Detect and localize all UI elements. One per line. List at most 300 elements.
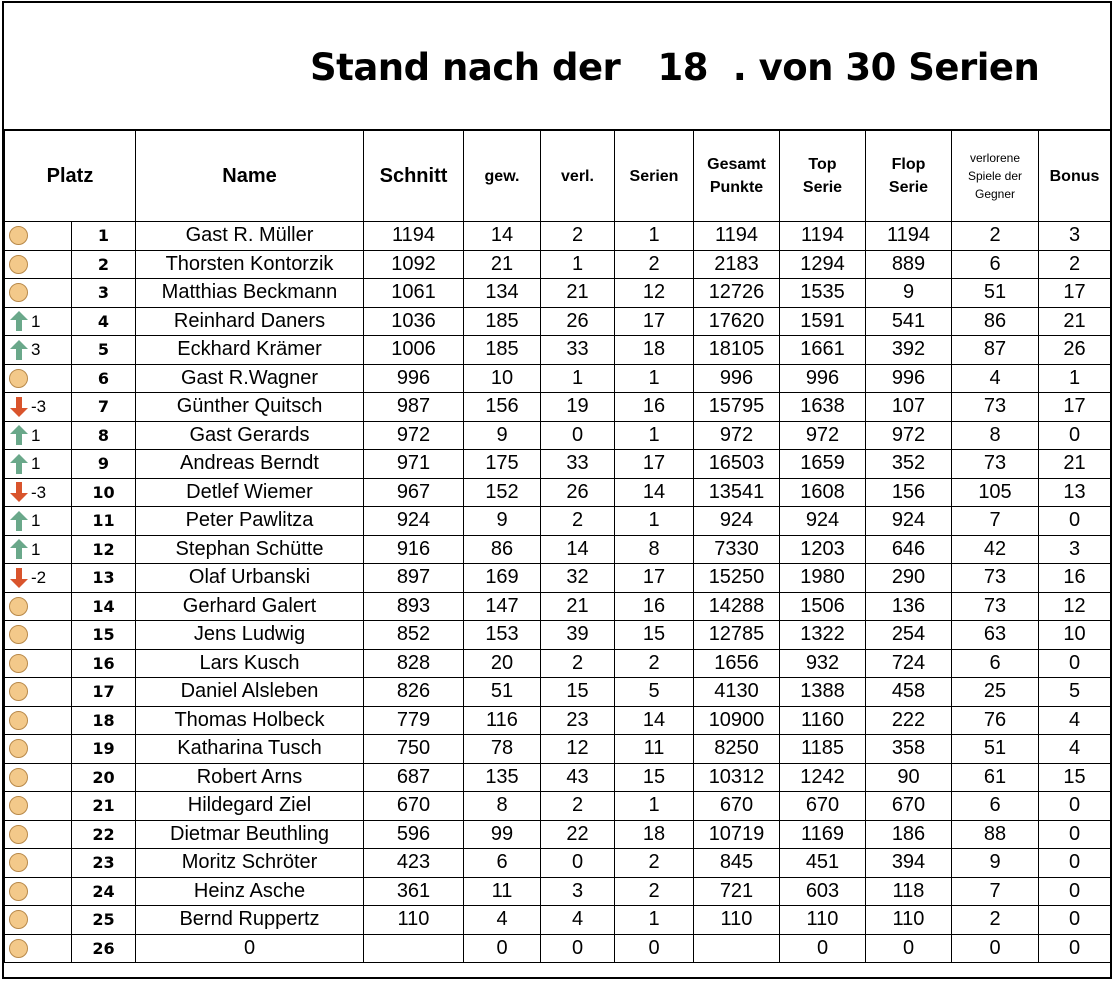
trend-cell	[5, 564, 72, 593]
verlorene-cell: 4	[952, 364, 1039, 393]
serien-cell: 18	[615, 820, 694, 849]
circle-icon	[9, 597, 28, 616]
circle-icon	[9, 939, 28, 958]
arrow-up-icon	[9, 310, 29, 332]
verlorene-cell: 105	[952, 478, 1039, 507]
trend-cell	[5, 478, 72, 507]
table-row	[5, 307, 1111, 336]
rank-cell: 17	[72, 678, 136, 707]
circle-icon	[9, 625, 28, 644]
rank-cell: 14	[72, 592, 136, 621]
header-gew: gew.	[464, 131, 541, 222]
circle-icon	[9, 255, 28, 274]
rank-cell: 18	[72, 706, 136, 735]
schnitt-cell: 423	[364, 849, 464, 878]
gesamt-cell: 721	[694, 877, 780, 906]
verl-cell: 21	[541, 279, 615, 308]
circle-icon	[9, 739, 28, 758]
table-row	[5, 222, 1111, 251]
gesamt-cell: 1656	[694, 649, 780, 678]
header-flop-line1: Flop	[891, 156, 926, 173]
gew-cell: 21	[464, 250, 541, 279]
serien-cell: 18	[615, 336, 694, 365]
name-cell: Jens Ludwig	[136, 621, 364, 650]
circle-icon	[9, 711, 28, 730]
verl-cell: 12	[541, 735, 615, 764]
rank-cell: 5	[72, 336, 136, 365]
serien-cell: 17	[615, 450, 694, 479]
top-cell: 996	[780, 364, 866, 393]
gesamt-cell: 18105	[694, 336, 780, 365]
trend-cell	[5, 222, 72, 251]
gesamt-cell: 12785	[694, 621, 780, 650]
schnitt-cell: 670	[364, 792, 464, 821]
serien-cell: 2	[615, 849, 694, 878]
serien-cell: 17	[615, 564, 694, 593]
rank-change: -3	[31, 482, 47, 502]
gew-cell: 147	[464, 592, 541, 621]
verlorene-cell: 25	[952, 678, 1039, 707]
flop-cell: 1194	[866, 222, 952, 251]
verlorene-cell: 88	[952, 820, 1039, 849]
schnitt-cell: 972	[364, 421, 464, 450]
bonus-cell: 21	[1039, 307, 1111, 336]
rank-change: 3	[31, 340, 41, 360]
flop-cell: 646	[866, 535, 952, 564]
gew-cell: 9	[464, 507, 541, 536]
table-row	[5, 592, 1111, 621]
gesamt-cell: 4130	[694, 678, 780, 707]
header-verlorene-line3: Gegner	[974, 187, 1016, 201]
top-cell: 603	[780, 877, 866, 906]
verl-cell: 2	[541, 649, 615, 678]
circle-icon	[9, 654, 28, 673]
verlorene-cell: 7	[952, 877, 1039, 906]
serien-cell: 12	[615, 279, 694, 308]
gew-cell: 86	[464, 535, 541, 564]
rank-cell: 6	[72, 364, 136, 393]
verl-cell: 1	[541, 250, 615, 279]
serien-cell: 16	[615, 393, 694, 422]
name-cell: Günther Quitsch	[136, 393, 364, 422]
schnitt-cell: 1006	[364, 336, 464, 365]
schnitt-cell: 893	[364, 592, 464, 621]
gesamt-cell: 14288	[694, 592, 780, 621]
verl-cell: 14	[541, 535, 615, 564]
standings-sheet	[2, 1, 1112, 979]
circle-icon	[9, 369, 28, 388]
bonus-cell: 0	[1039, 421, 1111, 450]
gesamt-cell: 10900	[694, 706, 780, 735]
schnitt-cell: 996	[364, 364, 464, 393]
arrow-up-icon	[9, 538, 29, 560]
flop-cell: 222	[866, 706, 952, 735]
serien-cell: 0	[615, 934, 694, 963]
trend-cell	[5, 792, 72, 821]
name-cell: Thorsten Kontorzik	[136, 250, 364, 279]
arrow-down-icon	[9, 396, 29, 418]
rank-cell: 23	[72, 849, 136, 878]
name-cell: Katharina Tusch	[136, 735, 364, 764]
flop-cell: 110	[866, 906, 952, 935]
trend-cell	[5, 307, 72, 336]
top-cell: 1638	[780, 393, 866, 422]
table-row	[5, 877, 1111, 906]
rank-cell: 7	[72, 393, 136, 422]
verl-cell: 22	[541, 820, 615, 849]
gesamt-cell: 845	[694, 849, 780, 878]
gew-cell: 11	[464, 877, 541, 906]
gew-cell: 9	[464, 421, 541, 450]
trend-cell	[5, 421, 72, 450]
name-cell: Detlef Wiemer	[136, 478, 364, 507]
table-row	[5, 621, 1111, 650]
schnitt-cell: 779	[364, 706, 464, 735]
gew-cell: 152	[464, 478, 541, 507]
flop-cell: 889	[866, 250, 952, 279]
header-row	[5, 131, 1111, 222]
header-bonus: Bonus	[1039, 131, 1111, 222]
gew-cell: 134	[464, 279, 541, 308]
trend-cell	[5, 906, 72, 935]
gew-cell: 14	[464, 222, 541, 251]
table-row	[5, 279, 1111, 308]
verlorene-cell: 2	[952, 222, 1039, 251]
rank-cell: 9	[72, 450, 136, 479]
header-verlorene-line2: Spiele der	[967, 169, 1023, 183]
gesamt-cell: 15250	[694, 564, 780, 593]
trend-cell	[5, 934, 72, 963]
serien-cell: 2	[615, 649, 694, 678]
schnitt-cell: 826	[364, 678, 464, 707]
gew-cell: 20	[464, 649, 541, 678]
bonus-cell: 2	[1039, 250, 1111, 279]
bonus-cell: 0	[1039, 906, 1111, 935]
top-cell: 1242	[780, 763, 866, 792]
header-top-line2: Serie	[802, 179, 843, 196]
gesamt-cell: 8250	[694, 735, 780, 764]
gew-cell: 78	[464, 735, 541, 764]
verlorene-cell: 51	[952, 735, 1039, 764]
table-row	[5, 250, 1111, 279]
table-row	[5, 364, 1111, 393]
top-cell: 110	[780, 906, 866, 935]
name-cell: Gast Gerards	[136, 421, 364, 450]
name-cell: 0	[136, 934, 364, 963]
table-row	[5, 678, 1111, 707]
gew-cell: 185	[464, 307, 541, 336]
verl-cell: 33	[541, 336, 615, 365]
name-cell: Andreas Berndt	[136, 450, 364, 479]
flop-cell: 972	[866, 421, 952, 450]
schnitt-cell: 1061	[364, 279, 464, 308]
schnitt-cell: 828	[364, 649, 464, 678]
name-cell: Stephan Schütte	[136, 535, 364, 564]
verlorene-cell: 86	[952, 307, 1039, 336]
gew-cell: 116	[464, 706, 541, 735]
gew-cell: 0	[464, 934, 541, 963]
trend-cell	[5, 763, 72, 792]
name-cell: Peter Pawlitza	[136, 507, 364, 536]
trend-cell	[5, 877, 72, 906]
name-cell: Gast R.Wagner	[136, 364, 364, 393]
bonus-cell: 0	[1039, 649, 1111, 678]
header-verlorene-line1: verlorene	[969, 151, 1021, 165]
flop-cell: 136	[866, 592, 952, 621]
table-row	[5, 820, 1111, 849]
table-row	[5, 450, 1111, 479]
verl-cell: 26	[541, 307, 615, 336]
bonus-cell: 26	[1039, 336, 1111, 365]
gesamt-cell: 16503	[694, 450, 780, 479]
verl-cell: 0	[541, 421, 615, 450]
trend-cell	[5, 535, 72, 564]
flop-cell: 118	[866, 877, 952, 906]
rank-cell: 21	[72, 792, 136, 821]
bonus-cell: 15	[1039, 763, 1111, 792]
trend-cell	[5, 364, 72, 393]
top-cell: 1169	[780, 820, 866, 849]
schnitt-cell: 110	[364, 906, 464, 935]
verlorene-cell: 6	[952, 250, 1039, 279]
schnitt-cell: 971	[364, 450, 464, 479]
header-verl: verl.	[541, 131, 615, 222]
top-cell: 1591	[780, 307, 866, 336]
arrow-down-icon	[9, 481, 29, 503]
top-cell: 1506	[780, 592, 866, 621]
flop-cell: 924	[866, 507, 952, 536]
name-cell: Reinhard Daners	[136, 307, 364, 336]
top-cell: 1388	[780, 678, 866, 707]
table-row	[5, 649, 1111, 678]
circle-icon	[9, 283, 28, 302]
table-row	[5, 735, 1111, 764]
serien-cell: 2	[615, 877, 694, 906]
rank-cell: 2	[72, 250, 136, 279]
flop-cell: 9	[866, 279, 952, 308]
name-cell: Thomas Holbeck	[136, 706, 364, 735]
header-gesamt-line2: Punkte	[709, 179, 764, 196]
verl-cell: 3	[541, 877, 615, 906]
page-title: Stand nach der 18 . von 30 Serien	[310, 46, 1040, 89]
name-cell: Robert Arns	[136, 763, 364, 792]
verlorene-cell: 73	[952, 393, 1039, 422]
bonus-cell: 3	[1039, 535, 1111, 564]
schnitt-cell: 1036	[364, 307, 464, 336]
rank-cell: 19	[72, 735, 136, 764]
table-row	[5, 507, 1111, 536]
table-row	[5, 792, 1111, 821]
rank-cell: 12	[72, 535, 136, 564]
header-serien: Serien	[615, 131, 694, 222]
header-gesamt-punkte	[694, 131, 780, 222]
top-cell: 451	[780, 849, 866, 878]
verl-cell: 2	[541, 507, 615, 536]
rank-cell: 26	[72, 934, 136, 963]
top-cell: 1535	[780, 279, 866, 308]
serien-cell: 1	[615, 222, 694, 251]
top-cell: 1659	[780, 450, 866, 479]
serien-cell: 11	[615, 735, 694, 764]
trend-cell	[5, 649, 72, 678]
serien-cell: 14	[615, 706, 694, 735]
flop-cell: 392	[866, 336, 952, 365]
name-cell: Dietmar Beuthling	[136, 820, 364, 849]
flop-cell: 541	[866, 307, 952, 336]
flop-cell: 186	[866, 820, 952, 849]
gesamt-cell: 110	[694, 906, 780, 935]
gesamt-cell: 10312	[694, 763, 780, 792]
flop-cell: 724	[866, 649, 952, 678]
serien-cell: 1	[615, 364, 694, 393]
bonus-cell: 0	[1039, 507, 1111, 536]
table-row	[5, 564, 1111, 593]
gesamt-cell: 996	[694, 364, 780, 393]
trend-cell	[5, 336, 72, 365]
header-top-line1: Top	[808, 156, 837, 173]
table-row	[5, 393, 1111, 422]
gew-cell: 169	[464, 564, 541, 593]
verlorene-cell: 8	[952, 421, 1039, 450]
bonus-cell: 0	[1039, 934, 1111, 963]
rank-change: 1	[31, 539, 41, 559]
gesamt-cell: 13541	[694, 478, 780, 507]
table-row	[5, 906, 1111, 935]
gew-cell: 51	[464, 678, 541, 707]
table-row	[5, 421, 1111, 450]
schnitt-cell: 987	[364, 393, 464, 422]
verlorene-cell: 61	[952, 763, 1039, 792]
rank-cell: 4	[72, 307, 136, 336]
schnitt-cell: 1092	[364, 250, 464, 279]
top-cell: 1608	[780, 478, 866, 507]
verl-cell: 39	[541, 621, 615, 650]
verl-cell: 21	[541, 592, 615, 621]
gesamt-cell: 17620	[694, 307, 780, 336]
bonus-cell: 4	[1039, 706, 1111, 735]
verlorene-cell: 7	[952, 507, 1039, 536]
rank-change: -2	[31, 568, 47, 588]
arrow-down-icon	[9, 567, 29, 589]
serien-cell: 8	[615, 535, 694, 564]
verlorene-cell: 0	[952, 934, 1039, 963]
gesamt-cell: 12726	[694, 279, 780, 308]
verlorene-cell: 73	[952, 450, 1039, 479]
top-cell: 1160	[780, 706, 866, 735]
trend-cell	[5, 450, 72, 479]
verlorene-cell: 6	[952, 792, 1039, 821]
rank-cell: 25	[72, 906, 136, 935]
rank-cell: 11	[72, 507, 136, 536]
trend-cell	[5, 393, 72, 422]
flop-cell: 90	[866, 763, 952, 792]
table-row	[5, 535, 1111, 564]
serien-cell: 5	[615, 678, 694, 707]
trend-cell	[5, 279, 72, 308]
gew-cell: 4	[464, 906, 541, 935]
serien-cell: 2	[615, 250, 694, 279]
trend-cell	[5, 820, 72, 849]
gew-cell: 99	[464, 820, 541, 849]
header-platz: Platz	[5, 131, 136, 222]
top-cell: 1185	[780, 735, 866, 764]
header-verlorene-spiele	[952, 131, 1039, 222]
header-name: Name	[136, 131, 364, 222]
rank-cell: 15	[72, 621, 136, 650]
flop-cell: 458	[866, 678, 952, 707]
top-cell: 0	[780, 934, 866, 963]
serien-cell: 15	[615, 763, 694, 792]
header-flop-line2: Serie	[888, 179, 929, 196]
verlorene-cell: 51	[952, 279, 1039, 308]
verl-cell: 1	[541, 364, 615, 393]
verlorene-cell: 76	[952, 706, 1039, 735]
arrow-up-icon	[9, 510, 29, 532]
rank-cell: 20	[72, 763, 136, 792]
top-cell: 1203	[780, 535, 866, 564]
gesamt-cell	[694, 934, 780, 963]
trend-cell	[5, 706, 72, 735]
verlorene-cell: 87	[952, 336, 1039, 365]
standings-body	[5, 222, 1111, 963]
gesamt-cell: 1194	[694, 222, 780, 251]
header-gesamt-line1: Gesamt	[707, 156, 766, 173]
bonus-cell: 4	[1039, 735, 1111, 764]
serien-cell: 1	[615, 421, 694, 450]
serien-cell: 1	[615, 906, 694, 935]
schnitt-cell: 1194	[364, 222, 464, 251]
flop-cell: 107	[866, 393, 952, 422]
name-cell: Bernd Ruppertz	[136, 906, 364, 935]
rank-cell: 10	[72, 478, 136, 507]
gew-cell: 156	[464, 393, 541, 422]
circle-icon	[9, 910, 28, 929]
flop-cell: 0	[866, 934, 952, 963]
table-row	[5, 934, 1111, 963]
circle-icon	[9, 226, 28, 245]
serien-cell: 1	[615, 507, 694, 536]
gesamt-cell: 7330	[694, 535, 780, 564]
trend-cell	[5, 250, 72, 279]
gew-cell: 175	[464, 450, 541, 479]
schnitt-cell: 361	[364, 877, 464, 906]
gew-cell: 8	[464, 792, 541, 821]
rank-cell: 13	[72, 564, 136, 593]
trend-cell	[5, 678, 72, 707]
circle-icon	[9, 882, 28, 901]
top-cell: 1980	[780, 564, 866, 593]
top-cell: 670	[780, 792, 866, 821]
gew-cell: 10	[464, 364, 541, 393]
schnitt-cell	[364, 934, 464, 963]
schnitt-cell: 852	[364, 621, 464, 650]
top-cell: 972	[780, 421, 866, 450]
top-cell: 924	[780, 507, 866, 536]
rank-cell: 16	[72, 649, 136, 678]
name-cell: Gast R. Müller	[136, 222, 364, 251]
flop-cell: 156	[866, 478, 952, 507]
flop-cell: 352	[866, 450, 952, 479]
verl-cell: 2	[541, 222, 615, 251]
trend-cell	[5, 735, 72, 764]
name-cell: Matthias Beckmann	[136, 279, 364, 308]
verl-cell: 0	[541, 934, 615, 963]
verlorene-cell: 42	[952, 535, 1039, 564]
verl-cell: 26	[541, 478, 615, 507]
name-cell: Daniel Alsleben	[136, 678, 364, 707]
rank-cell: 24	[72, 877, 136, 906]
gesamt-cell: 972	[694, 421, 780, 450]
